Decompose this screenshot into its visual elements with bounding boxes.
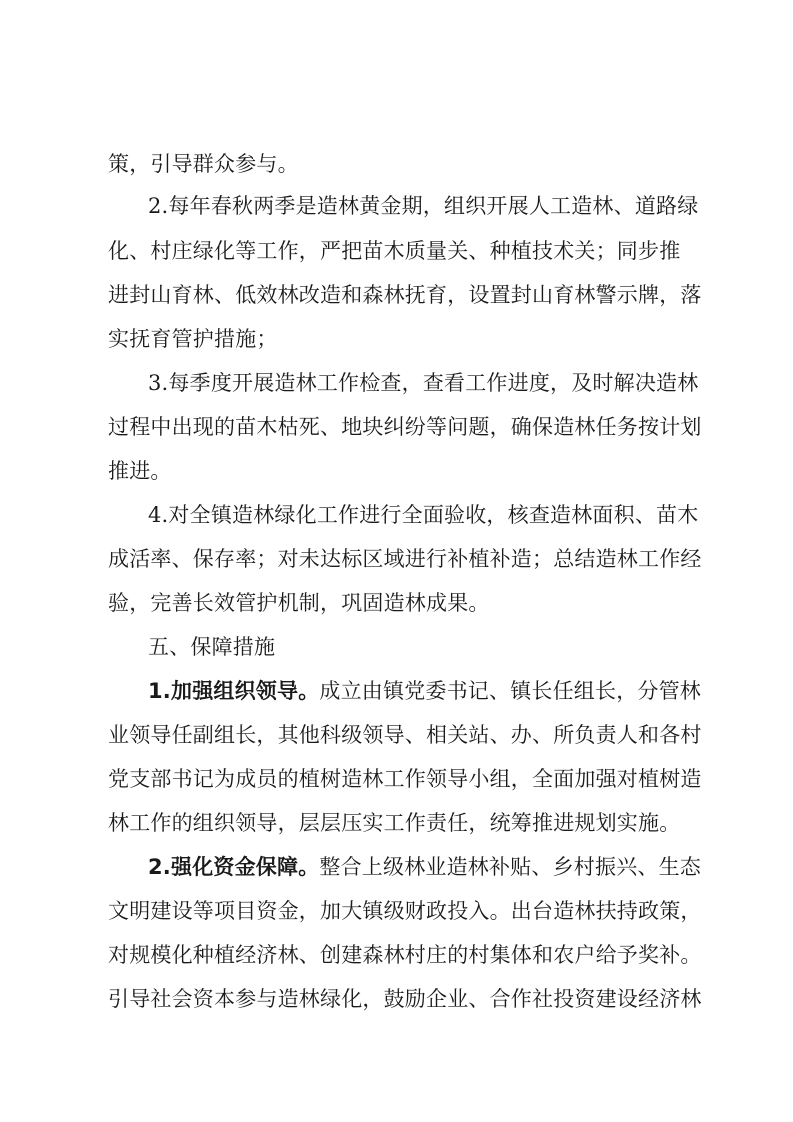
body-line: 成活率、保存率；对未达标区域进行补植补造；总结造林工作经 xyxy=(108,547,702,571)
body-line: 过程中出现的苗木枯死、地块纠纷等问题，确保造林任务按计划 xyxy=(108,415,702,439)
measure-2-title: 2.强化资金保障。 xyxy=(148,855,320,879)
body-line: 对规模化种植经济林、创建森林村庄的村集体和农户给予奖补。 xyxy=(108,943,702,967)
body-line: 党支部书记为成员的植树造林工作领导小组，全面加强对植树造 xyxy=(108,767,702,791)
body-line: 文明建设等项目资金，加大镇级财政投入。出台造林扶持政策， xyxy=(108,899,702,923)
body-line: 验，完善长效管护机制，巩固造林成果。 xyxy=(108,591,490,615)
body-line: 化、村庄绿化等工作，严把苗木质量关、种植技术关；同步推 xyxy=(108,239,681,263)
body-line: 实抚育管护措施； xyxy=(108,327,278,351)
body-line: 林工作的组织领导，层层压实工作责任，统筹推进规划实施。 xyxy=(108,811,681,835)
body-line: 业领导任副组长，其他科级领导、相关站、办、所负责人和各村 xyxy=(108,723,702,747)
body-line: 引导社会资本参与造林绿化，鼓励企业、合作社投资建设经济林 xyxy=(108,987,702,1011)
measure-1-text: 成立由镇党委书记、镇长任组长，分管林 xyxy=(319,679,701,703)
measure-1-title: 1.加强组织领导。 xyxy=(148,679,320,703)
body-line: 推进。 xyxy=(108,459,172,483)
body-line: 策，引导群众参与。 xyxy=(108,152,299,176)
list-item-3-line: 3.每季度开展造林工作检查，查看工作进度，及时解决造林 xyxy=(148,371,699,395)
list-item-2-line: 2.每年春秋两季是造林黄金期，组织开展人工造林、道路绿 xyxy=(148,194,699,218)
body-line: 进封山育林、低效林改造和森林抚育，设置封山育林警示牌，落 xyxy=(108,283,702,307)
measure-2-text: 整合上级林业造林补贴、乡村振兴、生态 xyxy=(319,855,701,879)
list-item-4-line: 4.对全镇造林绿化工作进行全面验收，核查造林面积、苗木 xyxy=(148,503,699,527)
measure-1-line xyxy=(148,677,708,705)
measure-2-line xyxy=(148,853,708,881)
section-heading: 五、保障措施 xyxy=(148,635,276,659)
